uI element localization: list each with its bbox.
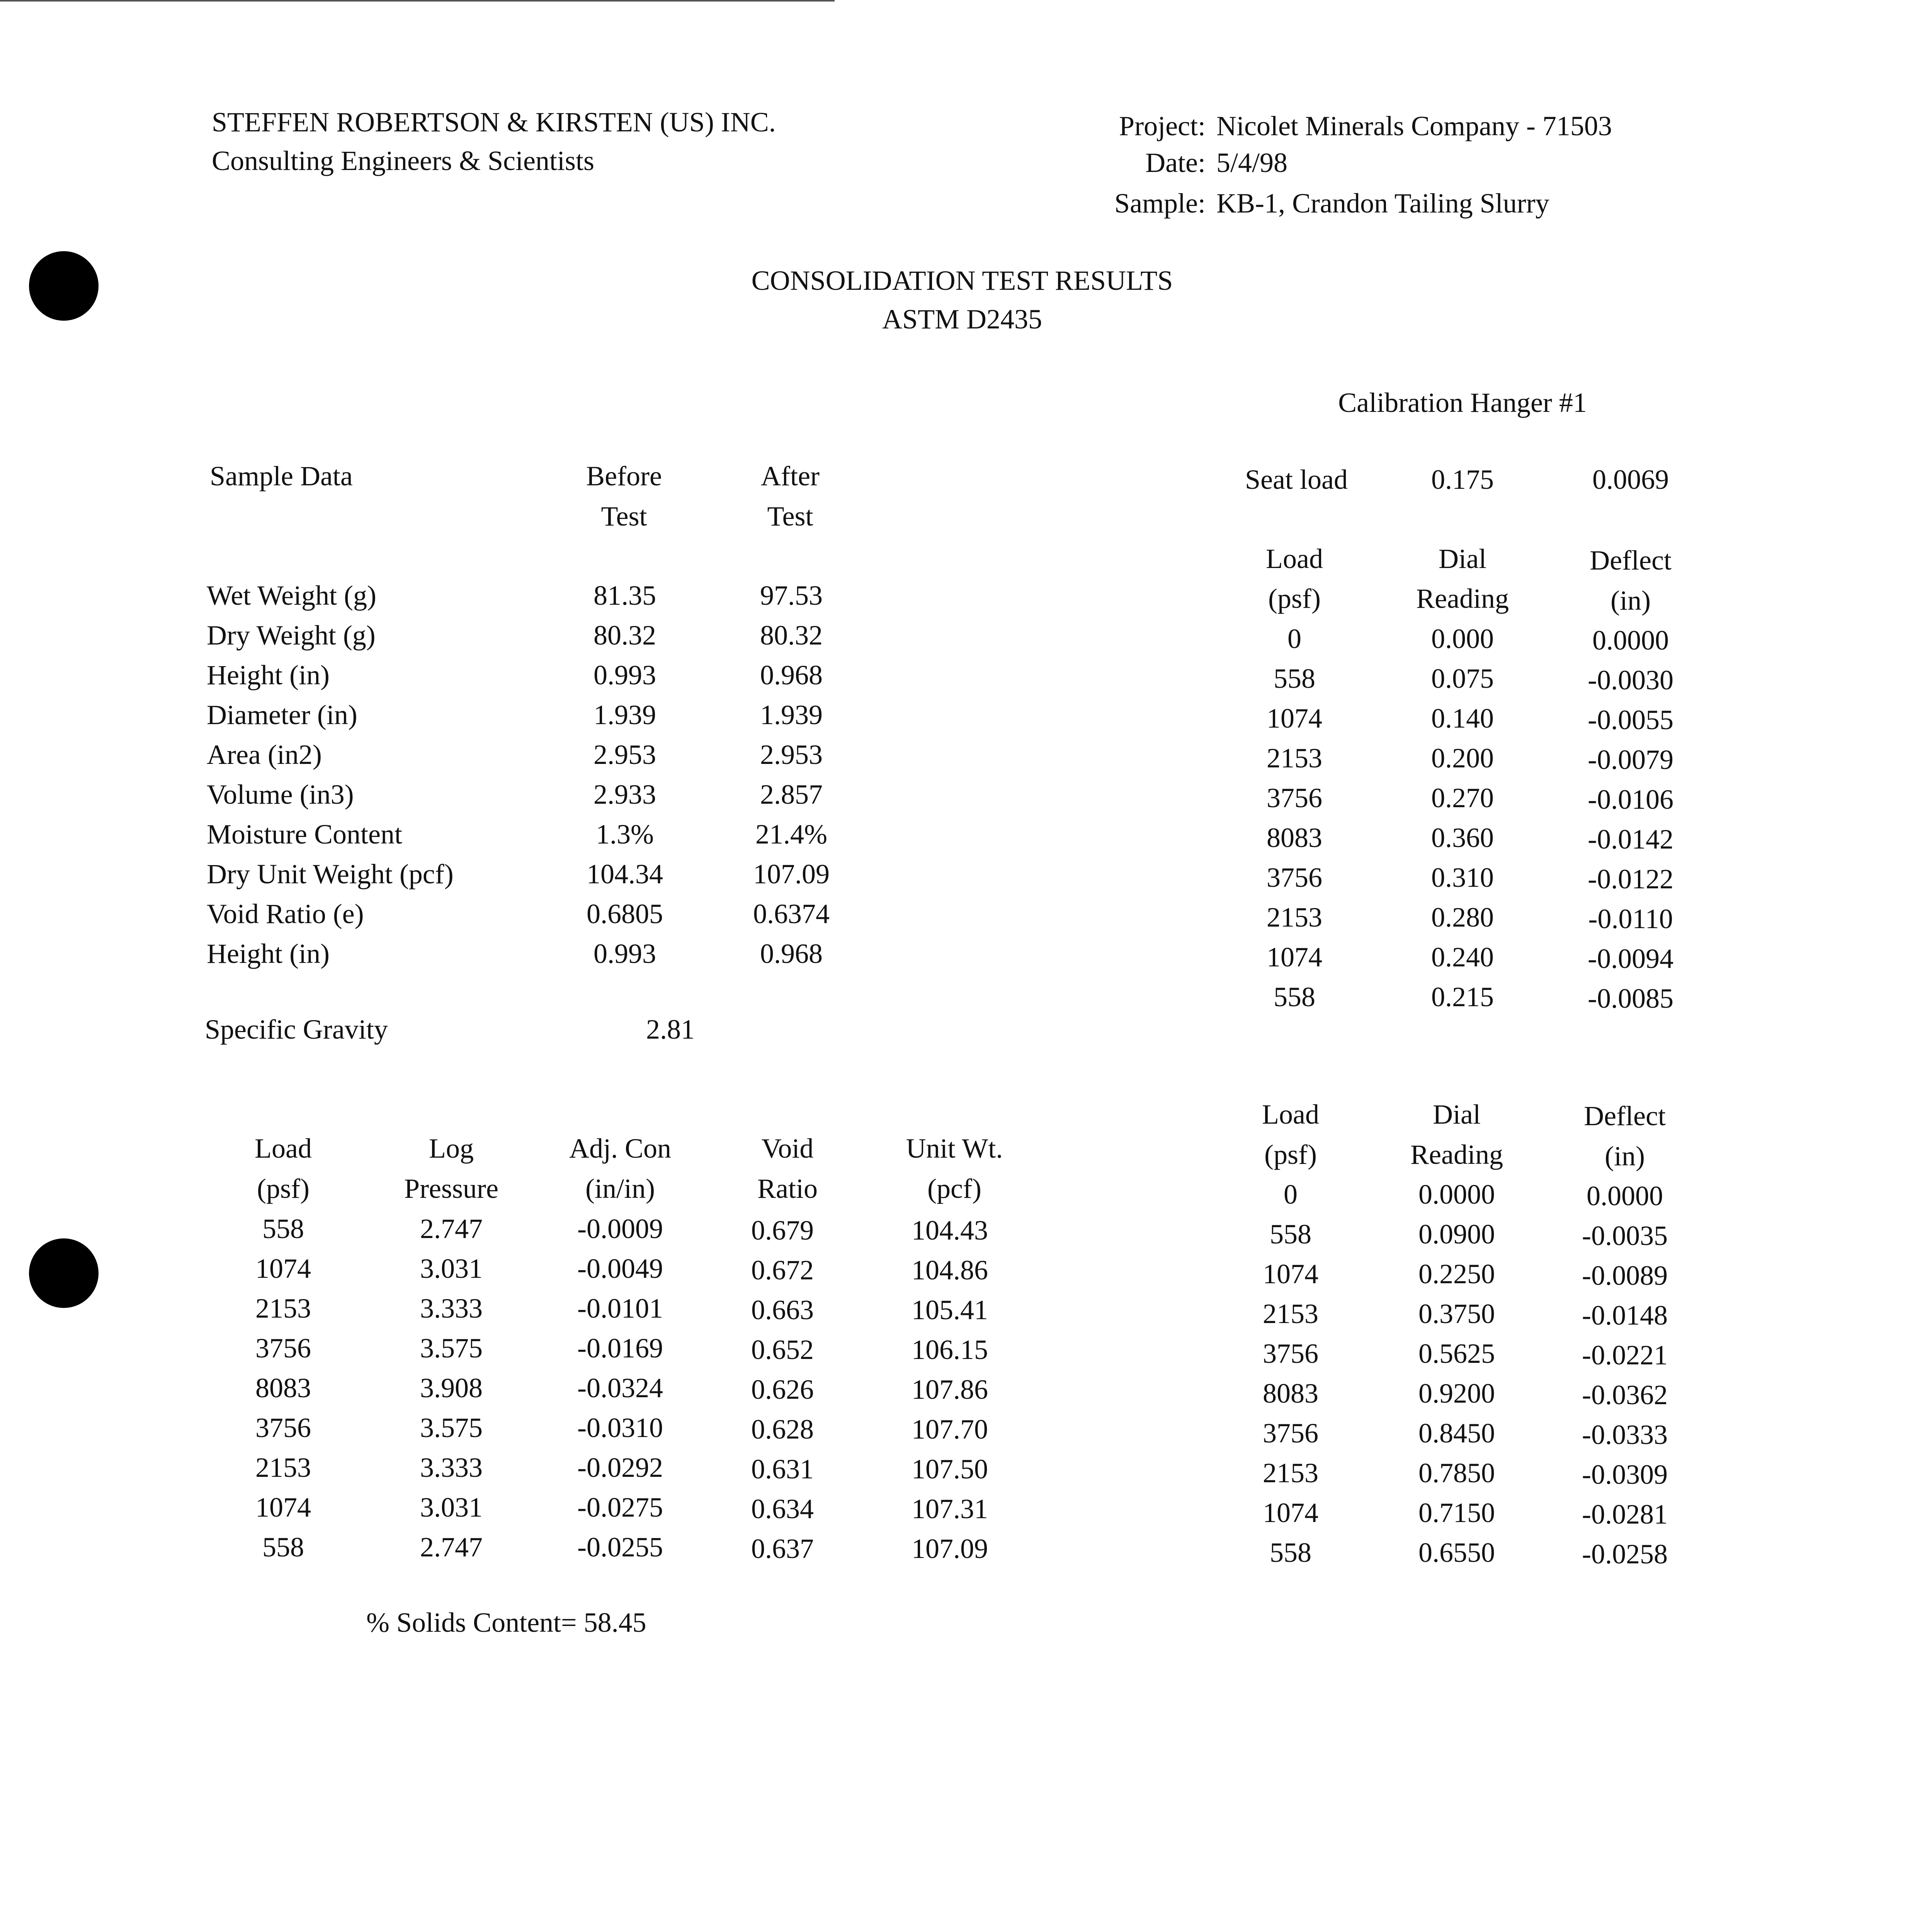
cal-row-deflect: -0.0030 (1588, 665, 1673, 696)
cal-deflect-header-1: Deflect (1590, 545, 1672, 576)
con-row-load: 1074 (255, 1253, 311, 1284)
sample-row-label: Dry Unit Weight (pcf) (207, 859, 454, 889)
con-row-load: 2153 (255, 1452, 311, 1483)
con-row-adj: -0.0049 (577, 1253, 663, 1284)
sample-row-after: 21.4% (755, 819, 827, 850)
con-row-log: 3.908 (420, 1372, 483, 1403)
cal-row-load: 1074 (1267, 703, 1322, 734)
con-row-log: 3.031 (420, 1492, 483, 1523)
sample-row-before: 1.939 (594, 699, 656, 730)
con-row-void: 0.672 (751, 1255, 814, 1286)
test-row-deflect: -0.0089 (1582, 1260, 1668, 1291)
test-row-deflect: -0.0148 (1582, 1300, 1668, 1331)
cal-dial-header-1: Dial (1439, 543, 1486, 574)
sample-row-label: Volume (in3) (207, 779, 354, 810)
calibration-title: Calibration Hanger #1 (1338, 387, 1587, 418)
binder-hole-middle (29, 1238, 99, 1308)
con-row-void: 0.631 (751, 1454, 814, 1485)
test-row-dial: 0.3750 (1418, 1298, 1495, 1329)
cal-dial-header-2: Reading (1416, 583, 1509, 614)
con-row-log: 2.747 (420, 1532, 483, 1563)
con-row-load: 558 (262, 1213, 304, 1244)
con-row-void: 0.628 (751, 1414, 814, 1445)
con-adj-header-1: Adj. Con (569, 1133, 672, 1164)
after-test-header-2: Test (767, 501, 813, 532)
sample-row-after: 97.53 (760, 580, 823, 611)
sample-row-before: 0.993 (594, 938, 656, 969)
con-row-log: 3.333 (420, 1452, 483, 1483)
cal-row-deflect: -0.0094 (1588, 943, 1673, 974)
report-standard: ASTM D2435 (882, 304, 1043, 335)
con-unit-header-1: Unit Wt. (906, 1133, 1003, 1164)
sample-value: KB-1, Crandon Tailing Slurry (1216, 188, 1549, 219)
sample-data-heading: Sample Data (210, 461, 353, 492)
con-log-header-1: Log (429, 1133, 474, 1164)
con-row-unit: 107.31 (912, 1493, 988, 1524)
con-row-log: 3.575 (420, 1333, 483, 1364)
con-unit-header-2: (pcf) (927, 1173, 981, 1204)
con-row-unit: 107.09 (912, 1533, 988, 1564)
sample-row-label: Area (in2) (207, 739, 322, 770)
test-row-load: 1074 (1263, 1259, 1318, 1289)
scan-top-edge (0, 0, 835, 2)
con-row-adj: -0.0255 (577, 1532, 663, 1563)
con-row-unit: 104.86 (912, 1255, 988, 1286)
cal-row-deflect: -0.0106 (1588, 784, 1673, 815)
solids-content: % Solids Content= 58.45 (366, 1607, 646, 1638)
cal-row-dial: 0.360 (1431, 822, 1494, 853)
test-dial-header-2: Reading (1410, 1139, 1503, 1170)
test-row-load: 1074 (1263, 1497, 1318, 1528)
con-row-adj: -0.0275 (577, 1492, 663, 1523)
cal-row-deflect: -0.0079 (1588, 744, 1673, 775)
test-row-load: 8083 (1263, 1378, 1318, 1409)
cal-row-load: 2153 (1267, 743, 1322, 774)
sample-row-label: Height (in) (207, 938, 330, 969)
cal-row-load: 3756 (1267, 782, 1322, 813)
after-test-header-1: After (761, 461, 820, 492)
con-row-load: 3756 (255, 1412, 311, 1443)
con-row-void: 0.679 (751, 1215, 814, 1246)
cal-row-load: 558 (1274, 663, 1315, 694)
cal-row-load: 8083 (1267, 822, 1322, 853)
sample-row-before: 0.993 (594, 660, 656, 690)
cal-load-header-1: Load (1266, 543, 1323, 574)
con-row-log: 3.333 (420, 1293, 483, 1324)
seat-load-value-2: 0.0069 (1592, 464, 1669, 495)
sample-row-before: 1.3% (596, 819, 654, 850)
cal-row-dial: 0.140 (1431, 703, 1494, 734)
cal-row-load: 558 (1274, 981, 1315, 1012)
con-row-adj: -0.0324 (577, 1372, 663, 1403)
sample-row-label: Moisture Content (207, 819, 402, 850)
cal-row-dial: 0.215 (1431, 981, 1494, 1012)
con-row-void: 0.634 (751, 1493, 814, 1524)
con-adj-header-2: (in/in) (585, 1173, 655, 1204)
seat-load-label: Seat load (1245, 464, 1348, 495)
sample-row-after: 2.857 (760, 779, 823, 810)
cal-row-deflect: -0.0055 (1588, 704, 1673, 735)
sample-row-after: 80.32 (760, 620, 823, 651)
specific-gravity-value: 2.81 (646, 1014, 695, 1045)
test-row-deflect: -0.0309 (1582, 1459, 1668, 1490)
con-row-adj: -0.0009 (577, 1213, 663, 1244)
con-row-unit: 106.15 (912, 1334, 988, 1365)
sample-label: Sample: (1114, 188, 1206, 219)
con-row-void: 0.637 (751, 1533, 814, 1564)
test-row-deflect: -0.0258 (1582, 1539, 1668, 1570)
test-row-load: 2153 (1263, 1298, 1318, 1329)
before-test-header-1: Before (586, 461, 662, 492)
test-row-deflect: -0.0333 (1582, 1419, 1668, 1450)
cal-row-deflect: -0.0110 (1588, 903, 1673, 934)
project-label: Project: (1119, 111, 1206, 141)
test-row-deflect: -0.0035 (1582, 1220, 1668, 1251)
test-row-dial: 0.6550 (1418, 1537, 1495, 1568)
cal-row-deflect: -0.0085 (1588, 983, 1673, 1014)
company-subtitle: Consulting Engineers & Scientists (212, 145, 594, 176)
cal-row-load: 3756 (1267, 862, 1322, 893)
sample-row-after: 2.953 (760, 739, 823, 770)
test-row-deflect: -0.0362 (1582, 1379, 1668, 1410)
date-label: Date: (1145, 147, 1206, 178)
cal-row-dial: 0.270 (1431, 782, 1494, 813)
con-row-unit: 105.41 (912, 1294, 988, 1325)
con-row-load: 558 (262, 1532, 304, 1563)
con-row-void: 0.652 (751, 1334, 814, 1365)
con-row-load: 8083 (255, 1372, 311, 1403)
con-row-unit: 104.43 (912, 1215, 988, 1246)
test-load-header-1: Load (1262, 1099, 1319, 1130)
test-row-load: 0 (1284, 1179, 1298, 1210)
con-row-log: 3.575 (420, 1412, 483, 1443)
test-row-dial: 0.2250 (1418, 1259, 1495, 1289)
project-value: Nicolet Minerals Company - 71503 (1216, 111, 1612, 141)
con-row-unit: 107.50 (912, 1454, 988, 1485)
cal-row-deflect: 0.0000 (1592, 625, 1669, 656)
report-title: CONSOLIDATION TEST RESULTS (751, 265, 1173, 296)
sample-row-after: 0.6374 (753, 898, 830, 929)
test-row-deflect: 0.0000 (1587, 1180, 1663, 1211)
sample-row-before: 80.32 (594, 620, 656, 651)
con-row-unit: 107.86 (912, 1374, 988, 1405)
cal-row-dial: 0.075 (1431, 663, 1494, 694)
cal-row-load: 0 (1287, 623, 1301, 654)
cal-row-dial: 0.280 (1431, 902, 1494, 933)
sample-row-before: 2.953 (594, 739, 656, 770)
sample-row-after: 1.939 (760, 699, 823, 730)
sample-row-after: 0.968 (760, 660, 823, 690)
binder-hole-top (29, 251, 99, 321)
test-row-dial: 0.0900 (1418, 1219, 1495, 1250)
test-load-header-2: (psf) (1264, 1139, 1317, 1170)
con-row-adj: -0.0310 (577, 1412, 663, 1443)
sample-row-after: 0.968 (760, 938, 823, 969)
con-row-log: 2.747 (420, 1213, 483, 1244)
con-row-load: 1074 (255, 1492, 311, 1523)
con-row-void: 0.663 (751, 1294, 814, 1325)
sample-row-before: 0.6805 (587, 898, 663, 929)
test-row-dial: 0.7150 (1418, 1497, 1495, 1528)
company-name: STEFFEN ROBERTSON & KIRSTEN (US) INC. (212, 107, 776, 138)
cal-row-dial: 0.000 (1431, 623, 1494, 654)
test-row-dial: 0.7850 (1418, 1458, 1495, 1488)
sample-row-before: 104.34 (587, 859, 663, 889)
cal-row-load: 1074 (1267, 942, 1322, 973)
con-log-header-2: Pressure (404, 1173, 498, 1204)
sample-row-before: 2.933 (594, 779, 656, 810)
con-row-adj: -0.0169 (577, 1333, 663, 1364)
sample-row-before: 81.35 (594, 580, 656, 611)
con-load-header-1: Load (255, 1133, 312, 1164)
test-row-dial: 0.5625 (1418, 1338, 1495, 1369)
test-row-load: 3756 (1263, 1418, 1318, 1449)
con-row-void: 0.626 (751, 1374, 814, 1405)
cal-load-header-2: (psf) (1268, 583, 1321, 614)
con-row-adj: -0.0101 (577, 1293, 663, 1324)
sample-row-label: Diameter (in) (207, 699, 357, 730)
con-row-adj: -0.0292 (577, 1452, 663, 1483)
test-row-load: 558 (1270, 1219, 1311, 1250)
con-row-load: 3756 (255, 1333, 311, 1364)
sample-row-label: Height (in) (207, 660, 330, 690)
test-row-load: 2153 (1263, 1458, 1318, 1488)
cal-row-deflect: -0.0122 (1588, 864, 1673, 895)
test-row-dial: 0.8450 (1418, 1418, 1495, 1449)
con-row-load: 2153 (255, 1293, 311, 1324)
cal-row-dial: 0.310 (1431, 862, 1494, 893)
test-row-dial: 0.9200 (1418, 1378, 1495, 1409)
cal-row-deflect: -0.0142 (1588, 824, 1673, 855)
specific-gravity-label: Specific Gravity (205, 1014, 388, 1045)
date-value: 5/4/98 (1216, 147, 1288, 178)
cal-row-load: 2153 (1267, 902, 1322, 933)
cal-deflect-header-2: (in) (1611, 585, 1651, 616)
con-row-log: 3.031 (420, 1253, 483, 1284)
cal-row-dial: 0.240 (1431, 942, 1494, 973)
con-load-header-2: (psf) (257, 1173, 310, 1204)
test-row-dial: 0.0000 (1418, 1179, 1495, 1210)
con-row-unit: 107.70 (912, 1414, 988, 1445)
test-row-load: 558 (1270, 1537, 1311, 1568)
cal-row-dial: 0.200 (1431, 743, 1494, 774)
sample-row-label: Void Ratio (e) (207, 898, 364, 929)
test-deflect-header-2: (in) (1605, 1141, 1645, 1172)
seat-load-value-1: 0.175 (1431, 464, 1494, 495)
test-row-deflect: -0.0221 (1582, 1340, 1668, 1371)
sample-row-after: 107.09 (753, 859, 830, 889)
test-row-deflect: -0.0281 (1582, 1499, 1668, 1530)
test-row-load: 3756 (1263, 1338, 1318, 1369)
con-void-header-2: Ratio (757, 1173, 818, 1204)
sample-row-label: Wet Weight (g) (207, 580, 376, 611)
con-void-header-1: Void (761, 1133, 814, 1164)
test-dial-header-1: Dial (1433, 1099, 1481, 1130)
before-test-header-2: Test (601, 501, 647, 532)
sample-row-label: Dry Weight (g) (207, 620, 376, 651)
test-deflect-header-1: Deflect (1584, 1100, 1666, 1131)
